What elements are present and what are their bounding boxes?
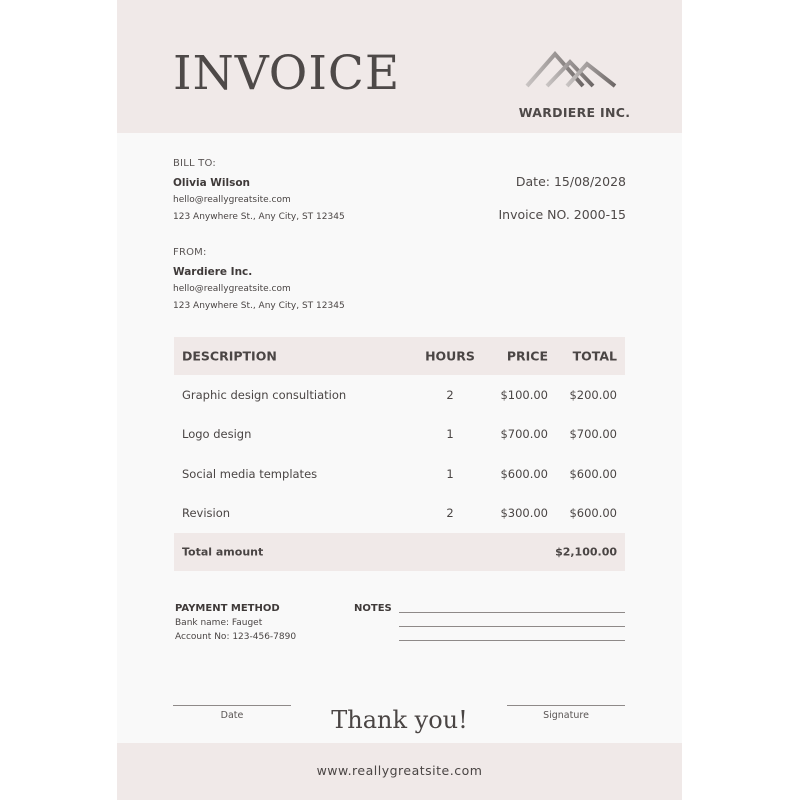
table-row [174,494,625,534]
table-total-row [174,533,625,571]
from-email: hello@reallygreatsite.com [173,284,291,294]
row-hours: 1 [446,466,454,481]
signature-line [507,705,625,706]
column-header-price: PRICE [506,348,548,364]
signature-label: Signature [543,710,589,721]
thank-you-text: Thank you! [331,706,468,734]
table-row [174,415,625,455]
row-total: $700.00 [569,427,617,442]
notes-line [399,612,625,613]
from-name: Wardiere Inc. [173,266,253,278]
row-hours: 1 [446,427,454,442]
column-header-total: TOTAL [572,348,617,364]
table-row [174,454,625,494]
total-amount-label: Total amount [182,545,264,559]
row-price: $100.00 [500,387,548,402]
total-amount-value: $2,100.00 [555,545,617,559]
from-address: 123 Anywhere St., Any City, ST 12345 [173,301,345,311]
items-table [174,337,625,571]
bill-to-email: hello@reallygreatsite.com [173,195,291,205]
column-header-description: DESCRIPTION [182,348,277,364]
invoice-number: Invoice NO. 2000-15 [498,207,626,222]
mountain-logo-icon [525,50,617,90]
row-description: Social media templates [182,466,318,481]
row-total: $600.00 [569,506,617,521]
from-label: FROM: [173,247,207,258]
row-total: $200.00 [569,387,617,402]
bill-to-name: Olivia Wilson [173,177,251,189]
row-description: Revision [182,506,231,521]
invoice-page [117,0,682,800]
website-link[interactable]: www.reallygreatsite.com [316,763,483,778]
notes-line [399,626,625,627]
row-price: $600.00 [500,466,548,481]
page-title: INVOICE [173,46,401,101]
row-hours: 2 [446,387,454,402]
notes-line [399,640,625,641]
date-line [173,705,291,706]
bill-to-address: 123 Anywhere St., Any City, ST 12345 [173,212,345,222]
row-description: Logo design [182,427,252,442]
bank-name: Bank name: Fauget [175,618,263,628]
invoice-footer [117,743,682,800]
table-header [174,337,625,375]
row-price: $300.00 [500,506,548,521]
invoice-date: Date: 15/08/2028 [515,174,626,189]
column-header-hours: HOURS [425,348,475,364]
company-name: WARDIERE INC. [518,105,631,120]
table-row [174,375,625,415]
invoice-header [117,0,682,133]
row-total: $600.00 [569,466,617,481]
payment-method-title: PAYMENT METHOD [175,603,280,614]
row-price: $700.00 [500,427,548,442]
date-label: Date [220,710,244,721]
notes-title: NOTES [354,603,392,614]
bill-to-label: BILL TO: [173,158,216,169]
account-number: Account No: 123-456-7890 [175,632,297,642]
row-hours: 2 [446,506,454,521]
row-description: Graphic design consultiation [182,387,347,402]
